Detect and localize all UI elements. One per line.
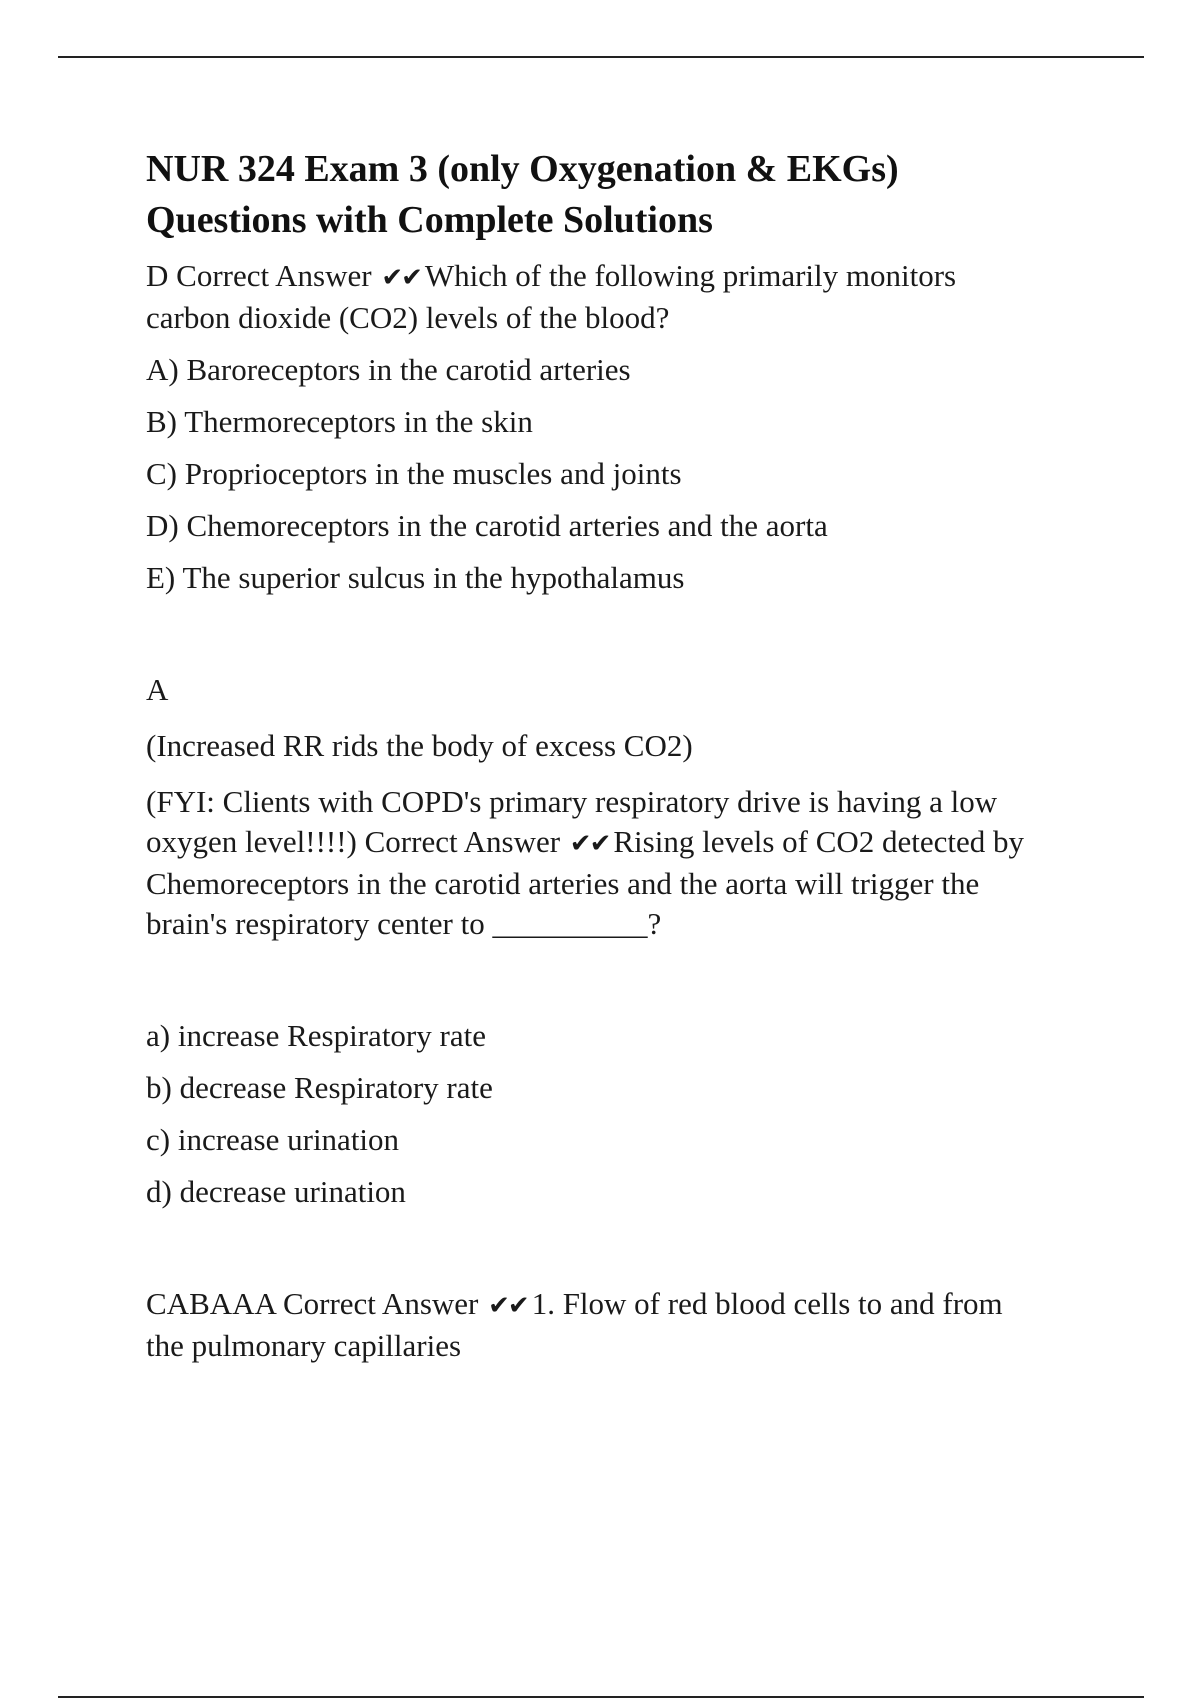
q1-option-e: E) The superior sulcus in the hypothalamus — [146, 560, 685, 595]
q3-question-line-1: 1. Flow of red blood cells to and from — [531, 1286, 1003, 1321]
q2-explanation: (Increased RR rids the body of excess CO2) — [146, 728, 693, 763]
title-line-1: NUR 324 Exam 3 (only Oxygenation & EKGs) — [146, 148, 899, 190]
q2-fyi-line-1: (FYI: Clients with COPD's primary respiratory drive is having a low — [146, 784, 998, 819]
q2-option-d: d) decrease urination — [146, 1174, 406, 1209]
q1-option-d: D) Chemoreceptors in the carotid arteries and the aorta — [146, 508, 828, 543]
q3-question-line-2: the pulmonary capillaries — [146, 1328, 462, 1363]
q2-fyi-question — [146, 782, 1106, 944]
q1-question-line-1: Which of the following primarily monitors — [424, 258, 957, 293]
top-rule — [58, 56, 1144, 58]
q1-option-a: A) Baroreceptors in the carotid arteries — [146, 352, 631, 387]
q1-answer-question — [146, 256, 1106, 338]
q2-fyi-line-2-suffix: Rising levels of CO2 detected by — [613, 824, 1025, 859]
q1-option-b: B) Thermoreceptors in the skin — [146, 404, 533, 439]
q1-option-c: C) Proprioceptors in the muscles and joints — [146, 456, 682, 491]
q2-answer: A — [146, 672, 169, 707]
q2-option-c: c) increase urination — [146, 1122, 400, 1157]
q2-fyi-line-4: brain's respiratory center to __________? — [146, 906, 662, 941]
check-mark-icon: ✔✔ — [381, 263, 421, 293]
q2-fyi-line-2-prefix: oxygen level!!!!) Correct Answer — [146, 824, 561, 859]
document-title — [146, 144, 1106, 246]
title-line-2: Questions with Complete Solutions — [146, 199, 713, 241]
q3-answer-prefix: CABAAA Correct Answer — [146, 1286, 479, 1321]
q3-answer-question — [146, 1284, 1106, 1366]
q1-question-line-2: carbon dioxide (CO2) levels of the blood? — [146, 300, 670, 335]
q2-fyi-line-3: Chemoreceptors in the carotid arteries and the aorta will trigger the — [146, 866, 980, 901]
q2-option-a: a) increase Respiratory rate — [146, 1018, 486, 1053]
document-body — [146, 144, 1106, 1366]
q2-option-b: b) decrease Respiratory rate — [146, 1070, 493, 1105]
check-mark-icon: ✔✔ — [569, 829, 610, 859]
check-mark-icon: ✔✔ — [488, 1291, 528, 1321]
q1-answer-prefix: D Correct Answer — [146, 258, 372, 293]
bottom-rule — [58, 1696, 1144, 1698]
